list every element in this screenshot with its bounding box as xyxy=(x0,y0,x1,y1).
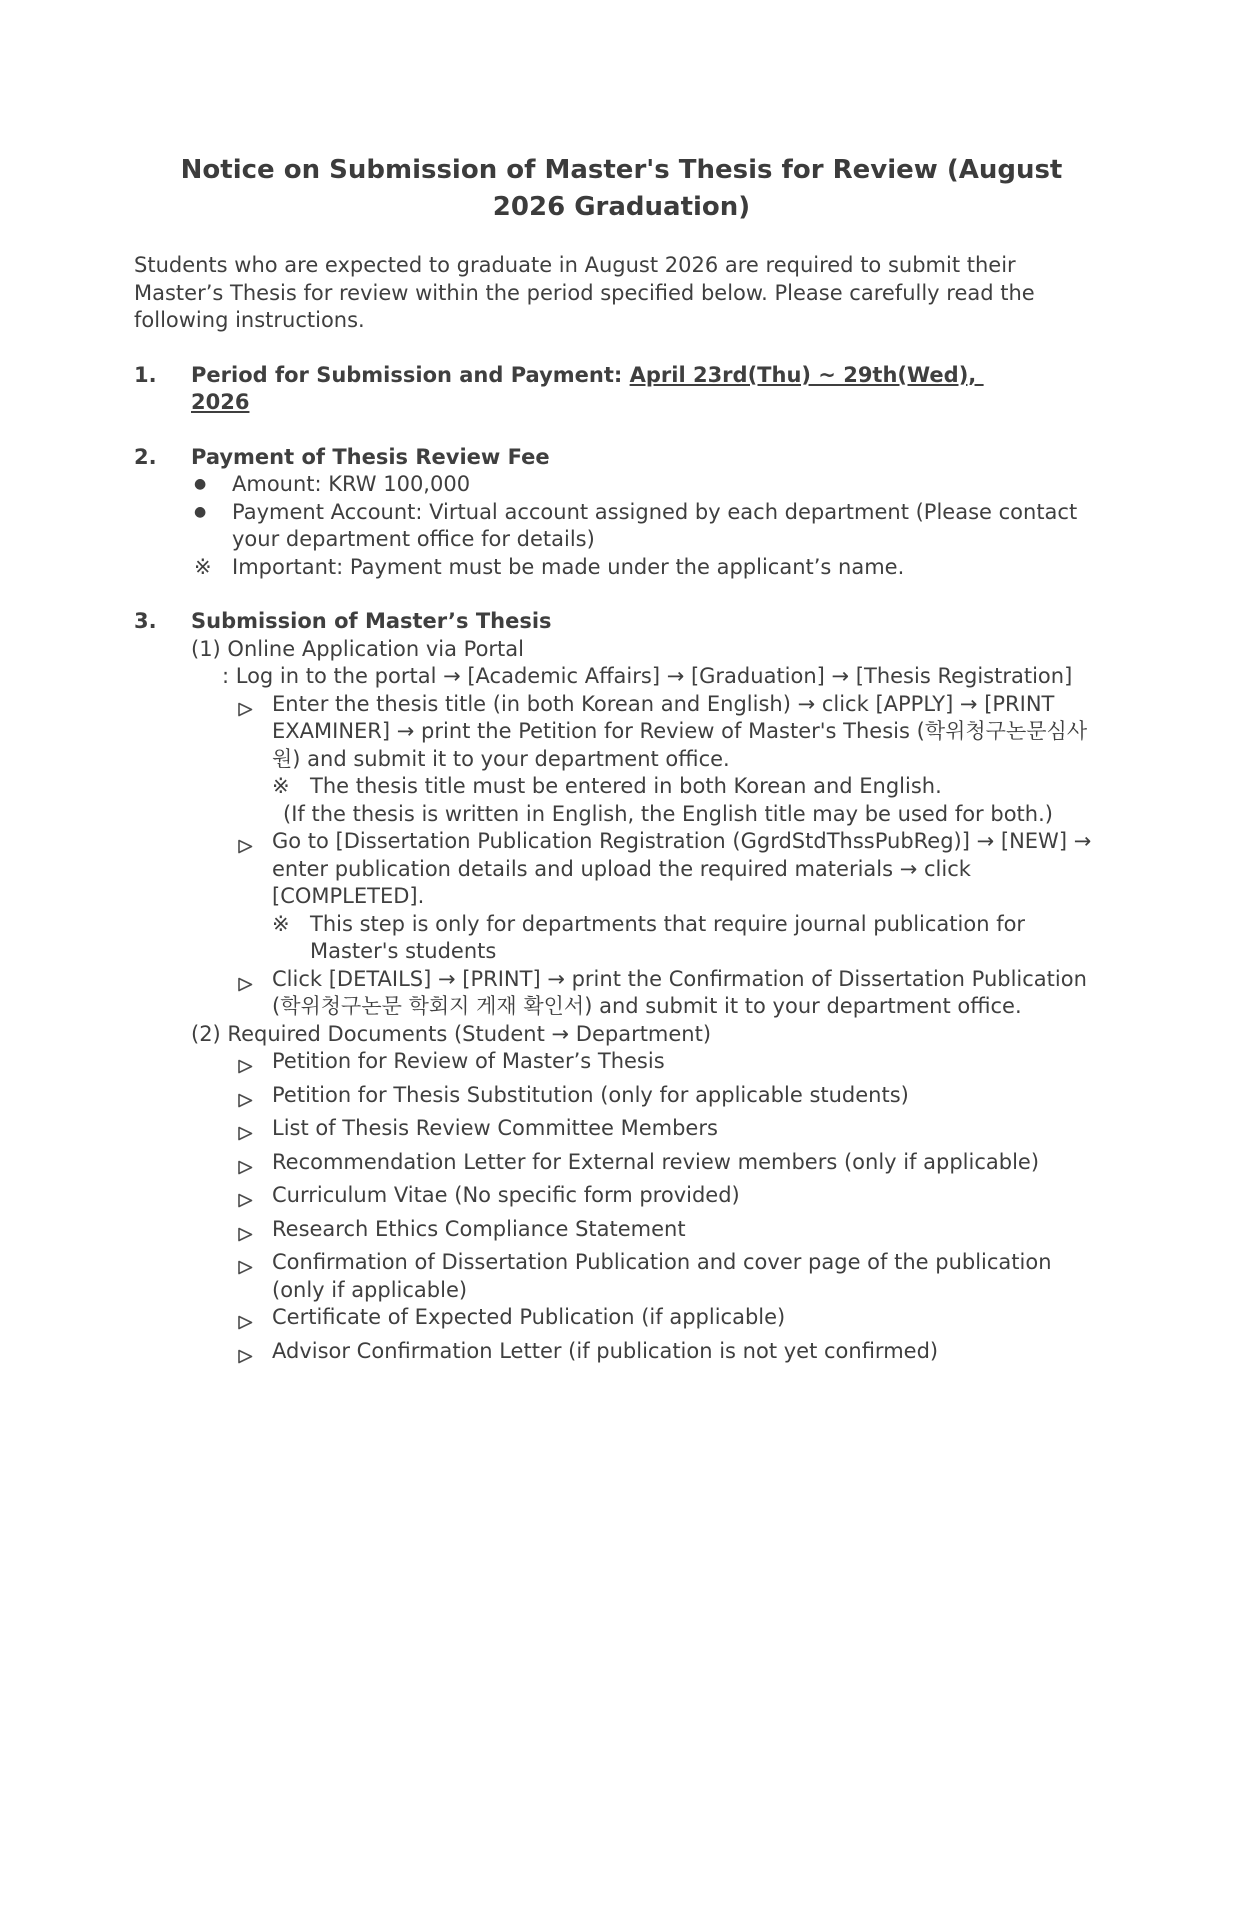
section-3-heading xyxy=(134,608,1109,636)
portal-path: : Log in to the portal → [Academic Affairs] → [Graduation] → [Thesis Registration] xyxy=(222,664,1073,688)
arrowhead-bullet-icon xyxy=(237,966,272,1021)
arrowhead-bullet-icon xyxy=(237,1149,272,1183)
section-2-heading xyxy=(134,444,1109,472)
required-document-item-text: Confirmation of Dissertation Publication and cover page of the publication (only if applicable) xyxy=(272,1250,1052,1302)
intro-paragraph: Students who are expected to graduate in August 2026 are required to submit their Master’s Thesis for review within the period specified below. Please carefully read the following instructions. xyxy=(134,253,1035,332)
required-document-item-text: Research Ethics Compliance Statement xyxy=(272,1216,686,1241)
required-document-item-text: Curriculum Vitae (No specific form provided) xyxy=(272,1183,740,1207)
arrowhead-bullet-icon xyxy=(237,1304,272,1338)
step-enter-thesis-title xyxy=(237,691,1109,774)
step-note-thesis-title xyxy=(272,773,1109,801)
section-1-heading-text xyxy=(191,362,1109,417)
step-aside-english-title: (If the thesis is written in English, the English title may be used for both.) xyxy=(283,801,1053,826)
step-note-thesis-title-text: The thesis title must be entered in both Korean and English. xyxy=(310,774,942,798)
payment-account-item xyxy=(194,499,1109,554)
payment-account-text: Payment Account: Virtual account assigned by each department (Please contact your department office for details) xyxy=(232,499,1078,551)
reference-mark-icon: ※ xyxy=(272,774,290,798)
section-1-number: 1. xyxy=(134,362,157,387)
reference-mark-icon: ※ xyxy=(272,911,290,936)
required-document-item xyxy=(237,1182,1109,1216)
required-document-item xyxy=(237,1149,1109,1183)
section-2 xyxy=(134,444,1109,582)
reference-mark-icon: ※ xyxy=(194,554,212,579)
section-1-separator: : xyxy=(613,362,630,387)
required-document-item-text: Recommendation Letter for External review members (only if applicable) xyxy=(272,1149,1040,1174)
section-3-heading-text: Submission of Master’s Thesis xyxy=(191,609,552,633)
online-application-label: (1) Online Application via Portal xyxy=(191,636,524,661)
required-document-item xyxy=(237,1216,1109,1250)
page-title: Notice on Submission of Master's Thesis for Review (August 2026 Graduation) xyxy=(180,155,1063,222)
payment-note xyxy=(194,554,1109,582)
submission-period-line2: 2026 xyxy=(191,390,250,414)
step-note-journal-publication xyxy=(272,911,1109,966)
required-documents-label: (2) Required Documents (Student → Department) xyxy=(191,1021,712,1046)
step-print-confirmation xyxy=(237,966,1109,1021)
required-document-item xyxy=(237,1048,1109,1082)
arrowhead-bullet-icon xyxy=(237,691,272,774)
arrowhead-bullet-icon xyxy=(237,1249,272,1304)
section-3 xyxy=(134,608,1109,1371)
arrowhead-bullet-icon xyxy=(237,828,272,911)
fee-amount-text: Amount: KRW 100,000 xyxy=(232,472,471,496)
arrowhead-bullet-icon xyxy=(237,1182,272,1216)
section-1-heading xyxy=(134,362,1109,417)
section-2-heading-text: Payment of Thesis Review Fee xyxy=(191,444,550,469)
document-page xyxy=(0,152,1241,1371)
arrowhead-bullet-icon xyxy=(237,1338,272,1372)
arrowhead-bullet-icon xyxy=(237,1082,272,1116)
arrowhead-bullet-icon xyxy=(237,1048,272,1082)
required-document-item xyxy=(237,1082,1109,1116)
section-3-number: 3. xyxy=(134,609,157,633)
required-document-item xyxy=(237,1338,1109,1372)
bullet-icon: ● xyxy=(194,503,207,520)
step-enter-thesis-title-text: Enter the thesis title (in both Korean and English) → click [APPLY] → [PRINT EXAMINER] → print the Petition for Review of Master's Thesis (학위청구논문심사원) and submit it to your department office. xyxy=(272,691,1088,771)
step-print-confirmation-text: Click [DETAILS] → [PRINT] → print the Confirmation of Dissertation Publication (학위청구논문 학회지 게재 확인서) and submit it to your department office. xyxy=(272,966,1087,1018)
required-document-item-text: Advisor Confirmation Letter (if publication is not yet confirmed) xyxy=(272,1338,939,1363)
required-document-item-text: List of Thesis Review Committee Members xyxy=(272,1116,718,1140)
section-2-number: 2. xyxy=(134,444,157,469)
payment-note-text: Important: Payment must be made under the applicant’s name. xyxy=(232,554,905,579)
submission-period-line1: April 23rd(Thu) ~ 29th(Wed), xyxy=(629,362,984,387)
required-document-item xyxy=(237,1304,1109,1338)
arrowhead-bullet-icon xyxy=(237,1115,272,1149)
section-1-label: Period for Submission and Payment xyxy=(191,362,614,387)
step-publication-registration-text: Go to [Dissertation Publication Registration (GgrdStdThssPubReg)] → [NEW] → enter publication details and upload the required materials → click [COMPLETED]. xyxy=(272,829,1092,908)
arrowhead-bullet-icon xyxy=(237,1216,272,1250)
step-note-journal-publication-text: This step is only for departments that require journal publication for Master's students xyxy=(310,911,1026,963)
required-document-item-text: Petition for Thesis Substitution (only for applicable students) xyxy=(272,1082,909,1107)
fee-amount-item xyxy=(194,471,1109,499)
step-publication-registration xyxy=(237,828,1109,911)
bullet-icon: ● xyxy=(194,476,207,492)
required-document-item-text: Petition for Review of Master’s Thesis xyxy=(272,1049,665,1073)
required-document-item xyxy=(237,1115,1109,1149)
required-document-item-text: Certificate of Expected Publication (if applicable) xyxy=(272,1305,786,1329)
required-document-item xyxy=(237,1249,1109,1304)
